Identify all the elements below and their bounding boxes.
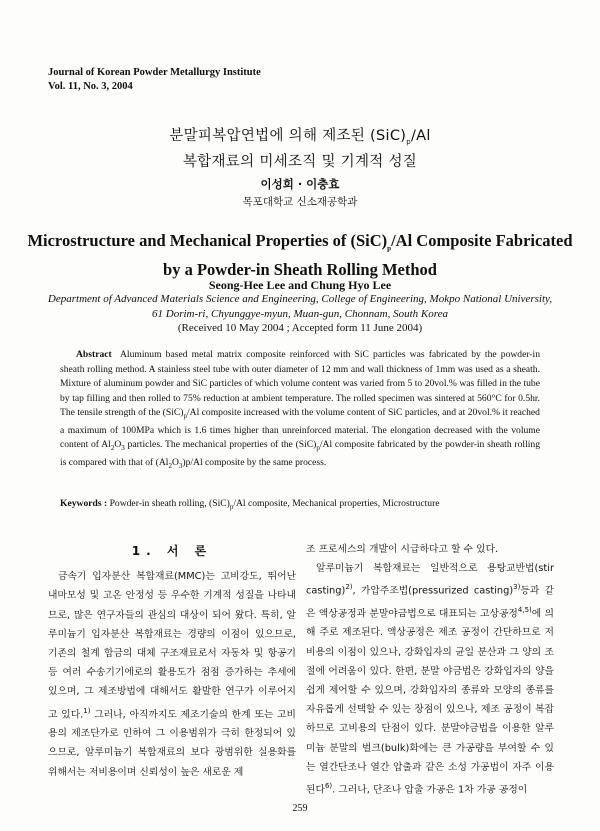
english-department: Department of Advanced Materials Science and Engineering, College of Engineering, Mokpo National University, 61 Dorim-ri, Chyunggye-myun, Muan-gun, Chonnam, South Korea xyxy=(47,293,553,320)
section-heading-introduction: 1. 서 론 xyxy=(131,544,213,558)
english-authors: Seong-Hee Lee and Chung Hyo Lee xyxy=(208,278,392,292)
journal-header xyxy=(48,66,261,94)
abstract: Abstract Aluminum based metal matrix composite reinforced with SiC particles was fabricated by the powder-in sheath rolling method. A stainless steel tube with outer diameter of 12 mm and wall thickness of 1mm was used as a sheath. Mixture of aluminum powder and SiC particles of which volume content was varied from 5 to 20vol.% was filled in the tube by tap filling and then rolled to 75% reduction at ambient temperature. The rolled specimen was sintered at 560°C for 0.5hr. The tensile strength of the $(SiC)_p/Al$ composite increased with the volume content of SiC particles, and at 20vol.% it reached a maximum of 100MPa which is 1.6 times higher than unreinforced material. The elongation decreased with the volume content of $Al_2O_3$ particles. The mechanical properties of the $(SiC)_p/Al$ composite fabricated by the powder-in sheath rolling is compared with that of $(Al_2O_3)p/Al$ composite by the same process. xyxy=(60,349,541,470)
paragraph: 금속기 입자분산 복합재료(MMC)는 고비강도, 뛰어난 내마모성 및 고온 안정성 등 우수한 기계적 성질을 나타내므로, 많은 연구자들의 관심의 대상이 되어 왔다. 특히, 알루미늄기 입자분산 복합재료는 경량의 이점이 있으므로, 기존의 철계 합금의 대체 구조재료로서 자동차 및 항공기 등 여러 수송기기에로의 활용도가 점점 증가하는 추세에 있으며, 그 제조방법에 대해서도 활발한 연구가 이루어지고 있다.$^{1)}$ 그러나, 아직까지도 제조기술의 한계 또는 고비용의 제조단가로 인하여 그 이용범위가 극히 한정되어 있으므로, 알루미늄기 복합재료의 보다 광범위한 실용화를 위해서는 저비용이며 신뢰성이 높은 새로운 제 xyxy=(48,571,296,778)
abstract-label: Abstract xyxy=(76,349,112,360)
korean-affiliation: 목포대학교 신소재공학과 xyxy=(242,196,358,208)
journal-name: Journal of Korean Powder Metallurgy Institute xyxy=(48,67,261,78)
left-column xyxy=(48,540,296,782)
keywords: Keywords : Powder-in sheath rolling, $(SiC)_p/Al$ composite, Mechanical properties, Microstructure xyxy=(60,498,440,511)
english-title: Microstructure and Mechanical Properties of $(SiC)_p/Al$ Composite Fabricated by a Powder-in Sheath Rolling Method xyxy=(27,231,573,280)
korean-authors: 이성희 · 이충효 xyxy=(260,177,340,191)
paragraph: 조 프로세스의 개발이 시급하다고 할 수 있다. xyxy=(306,544,499,555)
right-column xyxy=(306,540,554,799)
keywords-label: Keywords : xyxy=(60,498,108,509)
page-number: 259 xyxy=(292,803,308,814)
received-date: (Received 10 May 2004 ; Accepted form 11 June 2004) xyxy=(177,322,423,334)
korean-title: 분말피복압연법에 의해 제조된 $(SiC)_p/Al$ 복합재료의 미세조직 및 기계적 성질 xyxy=(169,128,431,170)
journal-volume: Vol. 11, No. 3, 2004 xyxy=(48,81,133,92)
paragraph: 알루미늄기 복합재료는 일반적으로 용탕교반법(stir casting)$^{2)}$, 가압주조법(pressurized casting)$^{3)}$등과 같은 액상공정과 분말야금법으로 대표되는 고상공정$^{4,5)}$에 의해 주로 제조된다. 액상공정은 제조 공정이 간단하므로 저비용의 이점이 있으나, 강화입자의 균일 분산과 그 양의 조절에 어려움이 있다. 한편, 분말 야금법은 강화입자의 양을 쉽게 제어할 수 있으며, 강화입자의 종류와 모양의 종류를 자유롭게 선택할 수 있는 장점이 있으나, 제조 공정이 복잡하므로 고비용의 단점이 있다. 분말야금법을 이용한 알루미늄 분말의 벌크(bulk)화에는 큰 가공량을 부여할 수 있는 열간단조나 열간 압출과 같은 소성 가공법이 자주 이용된다$^{6)}$. 그러나, 단조나 압출 가공은 1차 가공 공정이 xyxy=(306,563,554,796)
